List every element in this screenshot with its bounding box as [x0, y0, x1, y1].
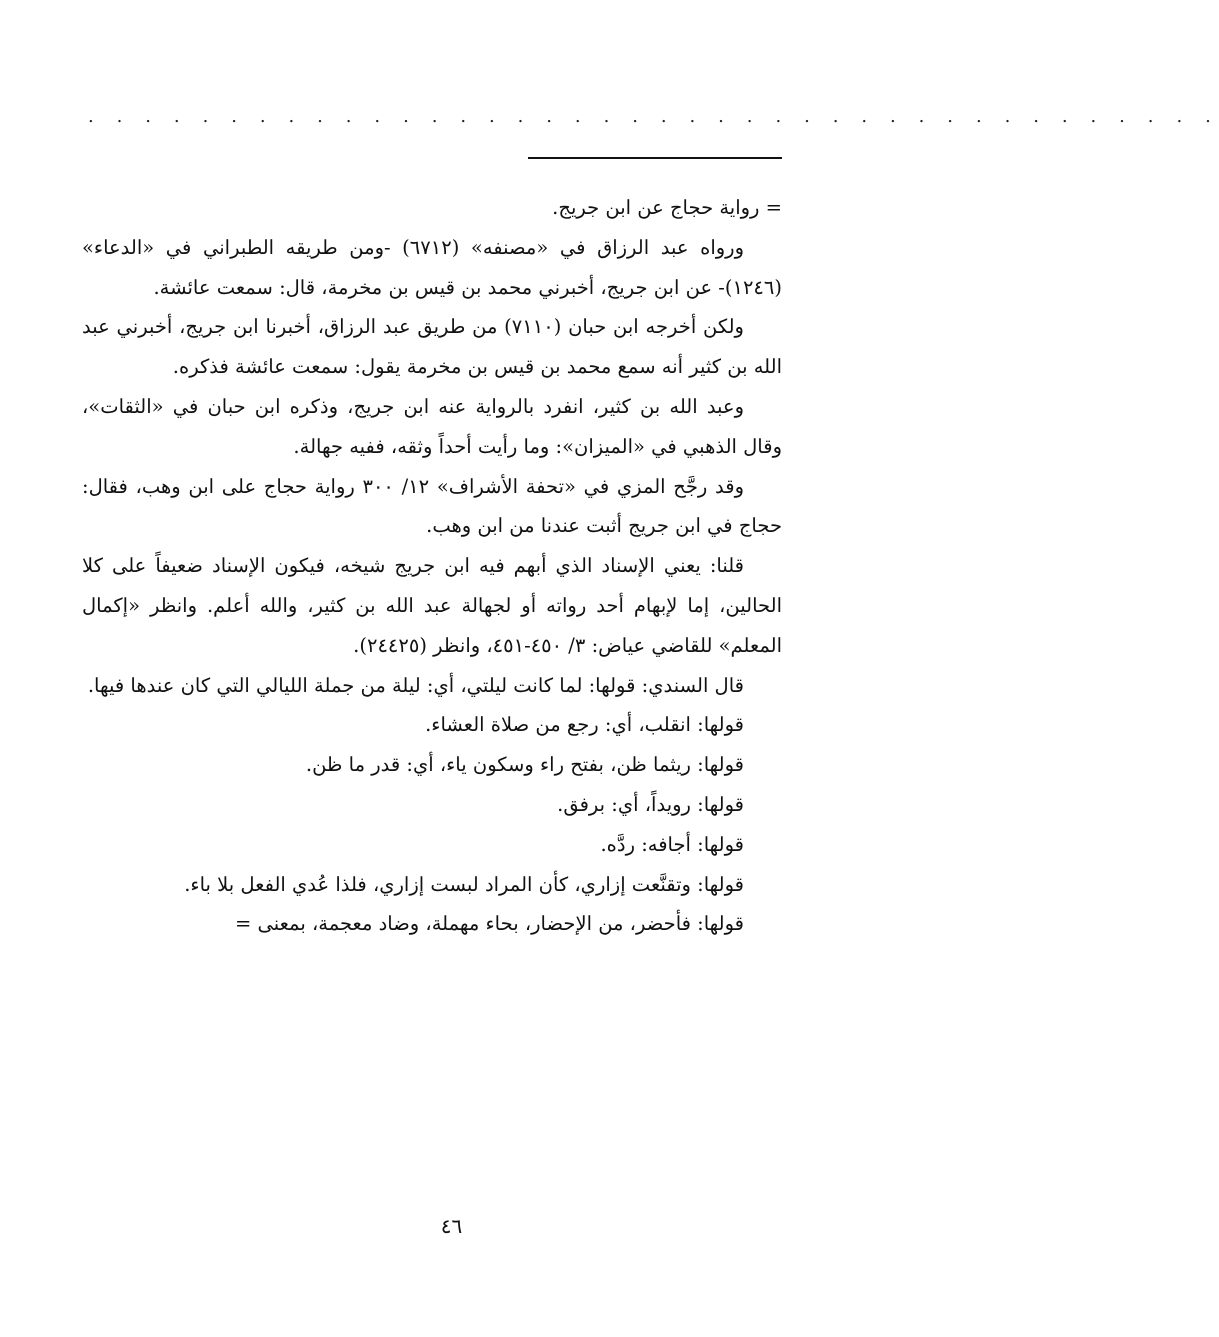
- paragraph: قولها: أجافه: ردَّه.: [600, 832, 744, 856]
- paragraph: وقد رجَّح المزي في «تحفة الأشراف» ١٢/ ٣٠٠ رواية حجاج على ابن وهب، فقال: حجاج في ابن جريج أثبت عندنا من ابن وهب.: [82, 474, 782, 538]
- footnote-separator-dots: . . . . . . . . . . . . . . . . . . . . . . . . . . . . . . . . . . . . . . . .: [88, 106, 1219, 127]
- paragraph: قولها: انقلب، أي: رجع من صلاة العشاء.: [425, 713, 744, 737]
- paragraph: قولها: وتقنَّعت إزاري، كأن المراد لبست إزاري، فلذا عُدي الفعل بلا باء.: [184, 872, 744, 896]
- paragraph: قولها: رويداً، أي: برفق.: [557, 792, 744, 816]
- page-number: ٤٦: [440, 1214, 463, 1238]
- footnote-text: [82, 188, 782, 944]
- footnote-rule: [528, 157, 782, 159]
- paragraph: = رواية حجاج عن ابن جريج.: [552, 196, 782, 219]
- paragraph: قولها: فأحضر، من الإحضار، بحاء مهملة، وضاد معجمة، بمعنى =: [234, 912, 744, 936]
- paragraph: ولكن أخرجه ابن حبان (٧١١٠) من طريق عبد الرزاق، أخبرنا ابن جريج، أخبرني عبد الله بن كثير أنه سمع محمد بن قيس بن مخرمة يقول: سمعت عائشة فذكره.: [82, 315, 782, 379]
- paragraph: قال السندي: قولها: لما كانت ليلتي، أي: ليلة من جملة الليالي التي كان عندها فيها.: [87, 673, 744, 697]
- paragraph: وعبد الله بن كثير، انفرد بالرواية عنه ابن جريج، وذكره ابن حبان في «الثقات»، وقال الذهبي في «الميزان»: وما رأيت أحداً وثقه، ففيه جهالة.: [82, 394, 782, 458]
- paragraph: ورواه عبد الرزاق في «مصنفه» (٦٧١٢) -ومن طريقه الطبراني في «الدعاء» (١٢٤٦)- عن ابن جريج، أخبرني محمد بن قيس بن مخرمة، قال: سمعت عائشة.: [82, 235, 782, 299]
- paragraph: قلنا: يعني الإسناد الذي أبهم فيه ابن جريج شيخه، فيكون الإسناد ضعيفاً على كلا الحالين، إما لإبهام أحد رواته أو لجهالة عبد الله بن كثير، والله أعلم. وانظر «إكمال المعلم» للقاضي عياض: ٣/ ٤٥٠-٤٥١، وانظر (٢٤٤٢٥).: [82, 554, 782, 657]
- paragraph: قولها: ريثما ظن، بفتح راء وسكون ياء، أي: قدر ما ظن.: [305, 753, 744, 777]
